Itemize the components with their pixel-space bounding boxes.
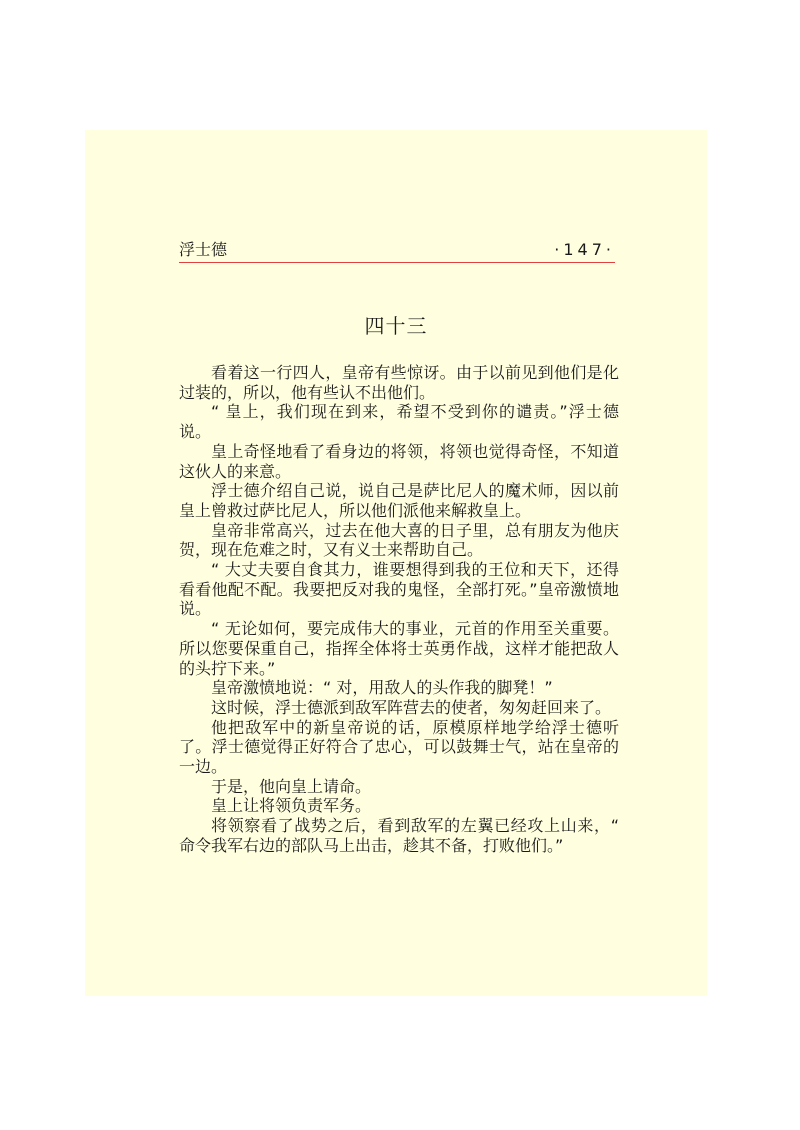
paragraph: “ 大丈夫要自食其力，谁要想得到我的王位和天下，还得看看他配不配。我要把反对我的鬼怪，全部打死。”皇帝激愤地说。	[179, 560, 619, 619]
paragraph: 皇帝激愤地说：“ 对，用敌人的头作我的脚凳！”	[211, 678, 553, 698]
paragraph: 皇上奇怪地看了看身边的将领，将领也觉得奇怪，不知道这伙人的来意。	[179, 441, 619, 481]
paragraph: 将领察看了战势之后，看到敌军的左翼已经攻上山来，“ 命令我军右边的部队马上出击，趁其不备，打败他们。”	[179, 816, 619, 855]
paragraph: 于是，他向皇上请命。	[211, 776, 372, 796]
paragraph: 皇上让将领负责军务。	[211, 796, 372, 816]
paragraph: “ 皇上，我们现在到来，希望不受到你的谴责。”浮士德说。	[179, 402, 619, 442]
paragraph: 这时候，浮士德派到敌军阵营去的使者，匆匆赶回来了。	[211, 697, 612, 717]
body-text	[179, 363, 619, 856]
page-number: ·147·	[554, 240, 615, 259]
chapter-title: 四十三	[364, 314, 428, 338]
paragraph: “ 无论如何，要完成伟大的事业，元首的作用至关重要。所以您要保重自己，指挥全体将士英勇作战，这样才能把敌人的头拧下来。”	[179, 619, 619, 678]
page-header	[179, 240, 615, 263]
paragraph: 皇帝非常高兴，过去在他大喜的日子里，总有朋友为他庆贺，现在危难之时，又有义士来帮助自己。	[179, 520, 619, 560]
paragraph: 他把敌军中的新皇帝说的话，原模原样地学给浮士德听了。浮士德觉得正好符合了忠心，可以鼓舞士气，站在皇帝的一边。	[179, 717, 619, 777]
running-title: 浮士德	[179, 240, 228, 259]
paragraph: 浮士德介绍自己说，说自己是萨比尼人的魔术师，因以前皇上曾救过萨比尼人，所以他们派他来解救皇上。	[179, 481, 619, 520]
book-page	[85, 130, 707, 996]
paragraph: 看着这一行四人，皇帝有些惊讶。由于以前见到他们是化过装的，所以，他有些认不出他们。	[179, 363, 619, 402]
